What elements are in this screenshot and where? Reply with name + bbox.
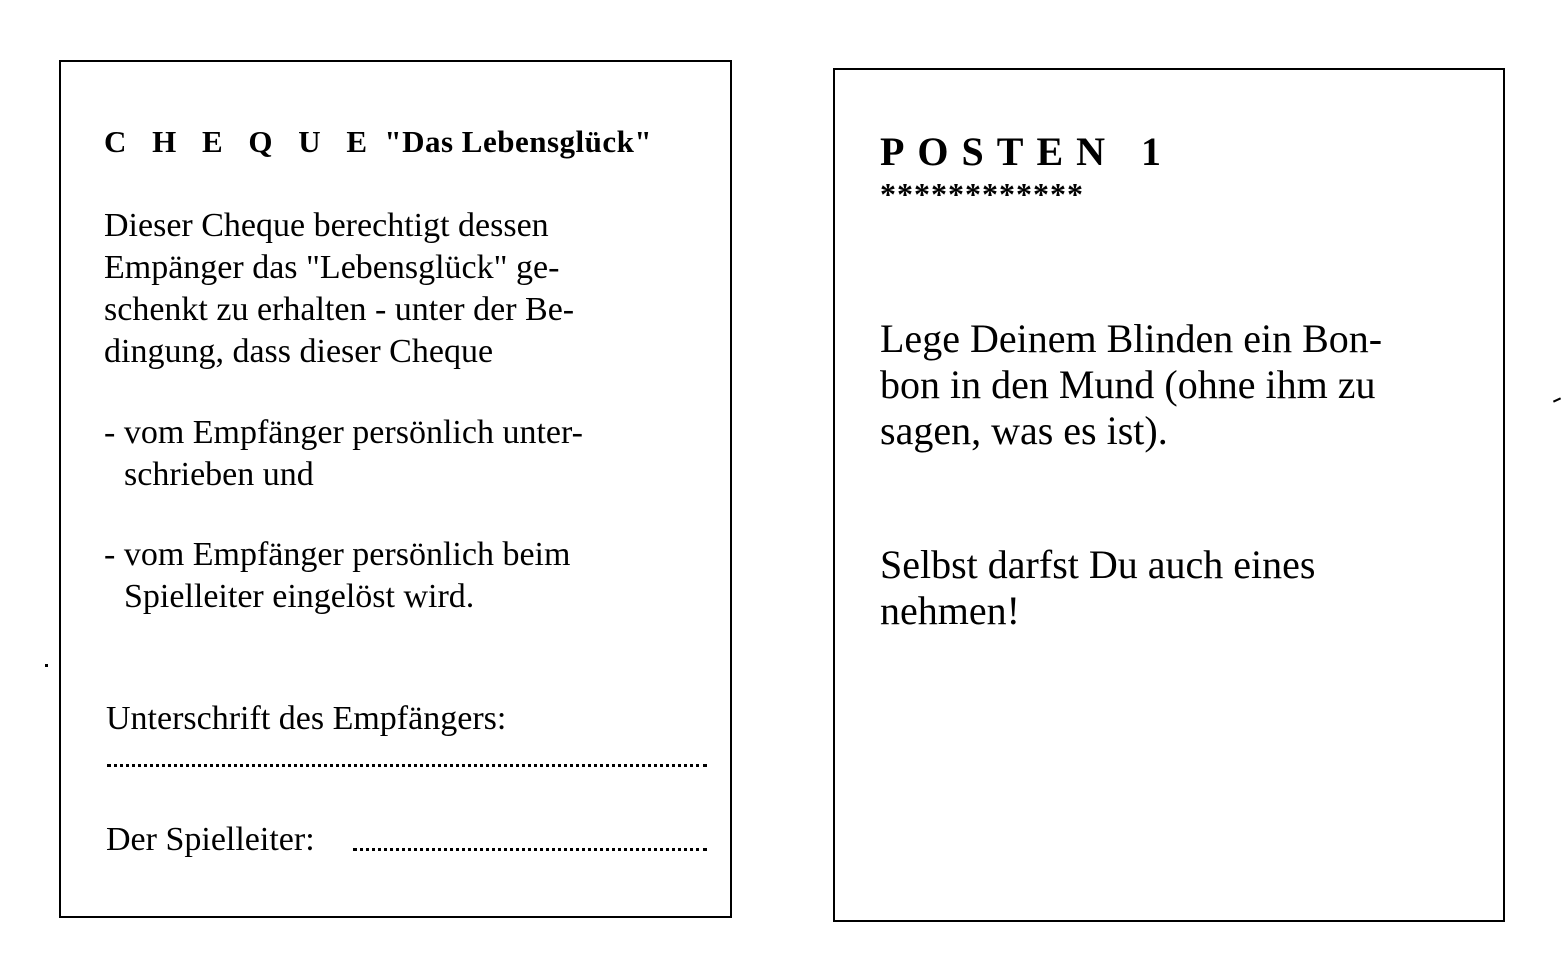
scan-speck bbox=[45, 664, 48, 667]
posten-instruction-paragraph bbox=[880, 316, 1382, 454]
text-line: dingung, dass dieser Cheque bbox=[104, 333, 494, 370]
text-line: - vom Empfänger persönlich beim bbox=[104, 536, 571, 573]
text-line: schenkt zu erhalten - unter der Be- bbox=[104, 291, 575, 328]
cheque-intro-paragraph bbox=[104, 205, 574, 373]
cheque-title-subtitle: "Das Lebensglück" bbox=[376, 124, 653, 159]
text-line: Empänger das "Lebensglück" ge- bbox=[104, 249, 560, 286]
text-line: schrieben und bbox=[124, 456, 314, 493]
game-leader-label: Der Spielleiter: bbox=[106, 821, 315, 858]
text-line: Selbst darfst Du auch eines bbox=[880, 542, 1316, 587]
text-line: bon in den Mund (ohne ihm zu bbox=[880, 362, 1376, 407]
signature-line bbox=[107, 764, 707, 767]
text-line: Spielleiter eingelöst wird. bbox=[124, 578, 475, 615]
posten-card bbox=[833, 68, 1505, 922]
text-line: Dieser Cheque berechtigt dessen bbox=[104, 207, 549, 244]
text-line: nehmen! bbox=[880, 588, 1020, 633]
cheque-card bbox=[59, 60, 732, 918]
text-line: sagen, was es ist). bbox=[880, 408, 1168, 453]
text-line: Lege Deinem Blinden ein Bon- bbox=[880, 316, 1383, 361]
cheque-condition-2 bbox=[104, 534, 570, 618]
scan-speck bbox=[1553, 397, 1561, 402]
signature-label: Unterschrift des Empfängers: bbox=[106, 700, 507, 737]
cheque-condition-1 bbox=[104, 412, 583, 496]
cheque-title-word: C H E Q U E bbox=[104, 124, 377, 159]
text-line: - vom Empfänger persönlich unter- bbox=[104, 414, 583, 451]
cheque-title bbox=[104, 124, 652, 160]
posten-note-paragraph bbox=[880, 542, 1315, 634]
posten-title-underline-stars: ************ bbox=[880, 176, 1084, 212]
posten-title: POSTEN 1 bbox=[880, 129, 1175, 174]
game-leader-signature-line bbox=[353, 848, 707, 851]
